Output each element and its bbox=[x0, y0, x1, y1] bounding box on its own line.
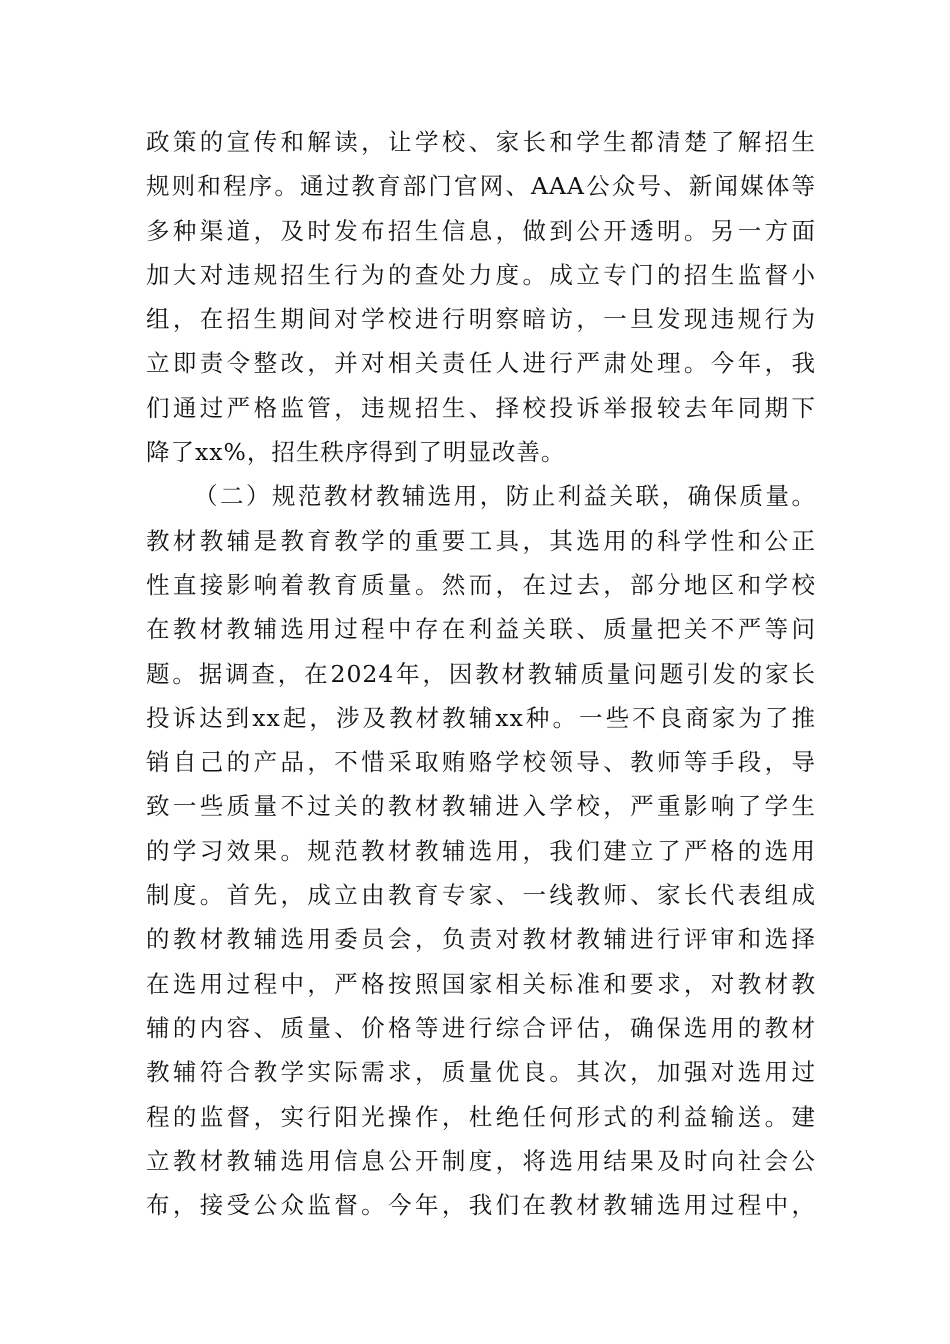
text-line: 立教材教辅选用信息公开制度，将选用结果及时向社会公 bbox=[146, 1146, 816, 1175]
text-line: 组，在招生期间对学校进行明察暗访，一旦发现违规行为 bbox=[146, 305, 816, 334]
text-line: 投诉达到xx起，涉及教材教辅xx种。一些不良商家为了推 bbox=[146, 703, 816, 732]
text-line: 题。据调查，在2024年，因教材教辅质量问题引发的家长 bbox=[146, 659, 816, 688]
text-line: 政策的宣传和解读，让学校、家长和学生都清楚了解招生 bbox=[146, 128, 816, 156]
text-line: 的教材教辅选用委员会，负责对教材教辅进行评审和选择 bbox=[146, 925, 816, 954]
text-line: 致一些质量不过关的教材教辅进入学校，严重影响了学生 bbox=[146, 792, 816, 821]
text-line: 性直接影响着教育质量。然而，在过去，部分地区和学校 bbox=[146, 570, 816, 599]
text-line: 多种渠道，及时发布招生信息，做到公开透明。另一方面 bbox=[146, 216, 816, 245]
text-line: 降了xx%，招生秩序得到了明显改善。 bbox=[146, 438, 566, 467]
text-line: 在教材教辅选用过程中存在利益关联、质量把关不严等问 bbox=[146, 615, 816, 644]
text-line: 们通过严格监管，违规招生、择校投诉举报较去年同期下 bbox=[146, 393, 816, 422]
text-line: 教辅符合教学实际需求，质量优良。其次，加强对选用过 bbox=[146, 1058, 816, 1087]
text-line: 销自己的产品，不惜采取贿赂学校领导、教师等手段，导 bbox=[146, 748, 816, 777]
text-line: 在选用过程中，严格按照国家相关标准和要求，对教材教 bbox=[146, 969, 816, 998]
section-heading: （二）规范教材教辅选用，防止利益关联，确保质量。 bbox=[194, 482, 816, 511]
text-line: 规则和程序。通过教育部门官网、AAA公众号、新闻媒体等 bbox=[146, 172, 816, 201]
text-line: 辅的内容、质量、价格等进行综合评估，确保选用的教材 bbox=[146, 1013, 816, 1042]
body-text bbox=[146, 120, 816, 1227]
text-line: 布，接受公众监督。今年，我们在教材教辅选用过程中， bbox=[146, 1191, 816, 1220]
text-line: 的学习效果。规范教材教辅选用，我们建立了严格的选用 bbox=[146, 836, 816, 865]
text-line: 立即责令整改，并对相关责任人进行严肃处理。今年，我 bbox=[146, 349, 816, 378]
text-line: 程的监督，实行阳光操作，杜绝任何形式的利益输送。建 bbox=[146, 1102, 816, 1131]
text-line: 教材教辅是教育教学的重要工具，其选用的科学性和公正 bbox=[146, 526, 816, 555]
text-line: 制度。首先，成立由教育专家、一线教师、家长代表组成 bbox=[146, 881, 816, 910]
text-line: 加大对违规招生行为的查处力度。成立专门的招生监督小 bbox=[146, 260, 816, 289]
